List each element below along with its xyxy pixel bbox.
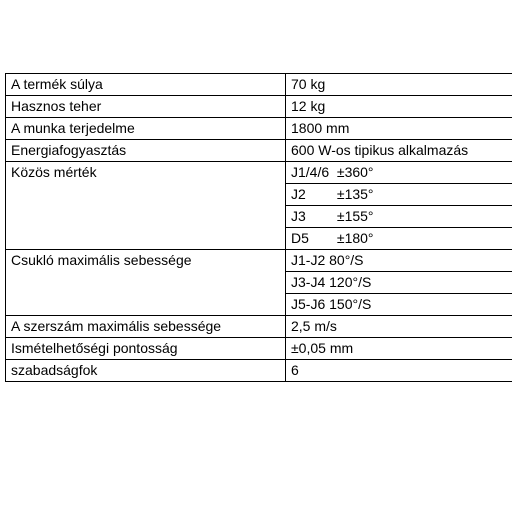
row-value: ±0,05 mm: [286, 338, 512, 360]
table-row: [6, 140, 512, 162]
joint-range: ±135°: [336, 186, 374, 202]
table-row: [6, 338, 512, 360]
spec-table: [5, 73, 512, 382]
row-value: 12 kg: [286, 96, 512, 118]
joint-code: J2: [291, 186, 306, 202]
row-sub-value: [286, 206, 512, 228]
table-row: [6, 118, 512, 140]
row-sub-value: J3-J4 120°/S: [286, 272, 512, 294]
table-row: [6, 74, 512, 96]
row-value: 6: [286, 360, 512, 382]
row-value: 600 W-os tipikus alkalmazás: [286, 140, 512, 162]
row-label: A termék súlya: [6, 74, 286, 96]
joint-range: ±180°: [336, 230, 374, 246]
row-label: A szerszám maximális sebessége: [6, 316, 286, 338]
row-sub-value: [286, 228, 512, 250]
joint-range: ±155°: [336, 208, 374, 224]
table-row: [6, 360, 512, 382]
row-sub-value: [286, 184, 512, 206]
row-label: szabadságfok: [6, 360, 286, 382]
joint-range: ±360°: [336, 164, 374, 180]
table-row: [6, 162, 512, 184]
row-label: Energiafogyasztás: [6, 140, 286, 162]
row-sub-value: [286, 162, 512, 184]
joint-code: D5: [291, 230, 309, 246]
joint-code: J3: [291, 208, 306, 224]
row-sub-value: J1-J2 80°/S: [286, 250, 512, 272]
table-row: [6, 250, 512, 272]
row-label: Hasznos teher: [6, 96, 286, 118]
row-label: Közös mérték: [6, 162, 286, 250]
row-value: 1800 mm: [286, 118, 512, 140]
table-row: [6, 316, 512, 338]
row-sub-value: J5-J6 150°/S: [286, 294, 512, 316]
row-label: Csukló maximális sebessége: [6, 250, 286, 316]
joint-code: J1/4/6: [291, 164, 330, 180]
row-value: 2,5 m/s: [286, 316, 512, 338]
row-value: 70 kg: [286, 74, 512, 96]
row-label: A munka terjedelme: [6, 118, 286, 140]
table-row: [6, 96, 512, 118]
row-label: Ismételhetőségi pontosság: [6, 338, 286, 360]
